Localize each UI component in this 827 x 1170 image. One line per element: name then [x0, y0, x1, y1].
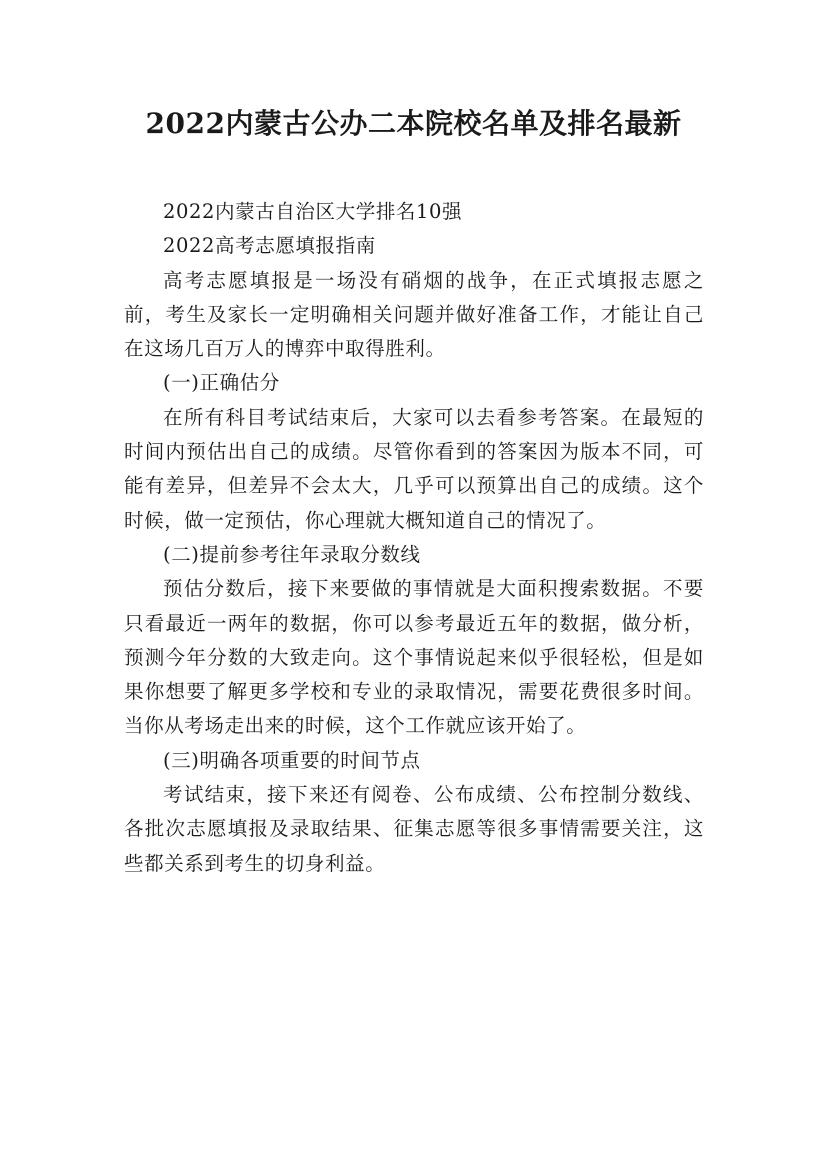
- paragraph-estimate-score: 在所有科目考试结束后，大家可以去看参考答案。在最短的时间内预估出自己的成绩。尽管你看到的答案因为版本不同，可能有差异，但差异不会太大，几乎可以预算出自己的成绩。这个时候，做一定预估，你心理就大概知道自己的情况了。: [124, 405, 704, 532]
- paragraph-ranking-heading: 2022内蒙古自治区大学排名10强: [163, 200, 463, 223]
- paragraph-intro: 高考志愿填报是一场没有硝烟的战争，在正式填报志愿之前，考生及家长一定明确相关问题并做好准备工作，才能让自己在这场几百万人的博弈中取得胜利。: [124, 268, 704, 361]
- paragraph-past-cutoffs: 预估分数后，接下来要做的事情就是大面积搜索数据。不要只看最近一两年的数据，你可以参考最近五年的数据，做分析，预测今年分数的大致走向。这个事情说起来似乎很轻松，但是如果你想要了解更多学校和专业的录取情况，需要花费很多时间。当你从考场走出来的时候，这个工作就应该开始了。: [124, 577, 704, 738]
- paragraph-guide-heading: 2022高考志愿填报指南: [163, 234, 376, 258]
- section-heading-key-dates: (三)明确各项重要的时间节点: [163, 748, 421, 772]
- document-title: 2022内蒙古公办二本院校名单及排名最新: [145, 107, 682, 140]
- document-body: [124, 195, 704, 881]
- section-heading-estimate-score: (一)正确估分: [163, 371, 280, 395]
- paragraph-key-dates: 考试结束，接下来还有阅卷、公布成绩、公布控制分数线、各批次志愿填报及录取结果、征集志愿等很多事情需要关注，这些都关系到考生的切身利益。: [124, 783, 704, 875]
- section-heading-past-cutoffs: (二)提前参考往年录取分数线: [163, 542, 421, 566]
